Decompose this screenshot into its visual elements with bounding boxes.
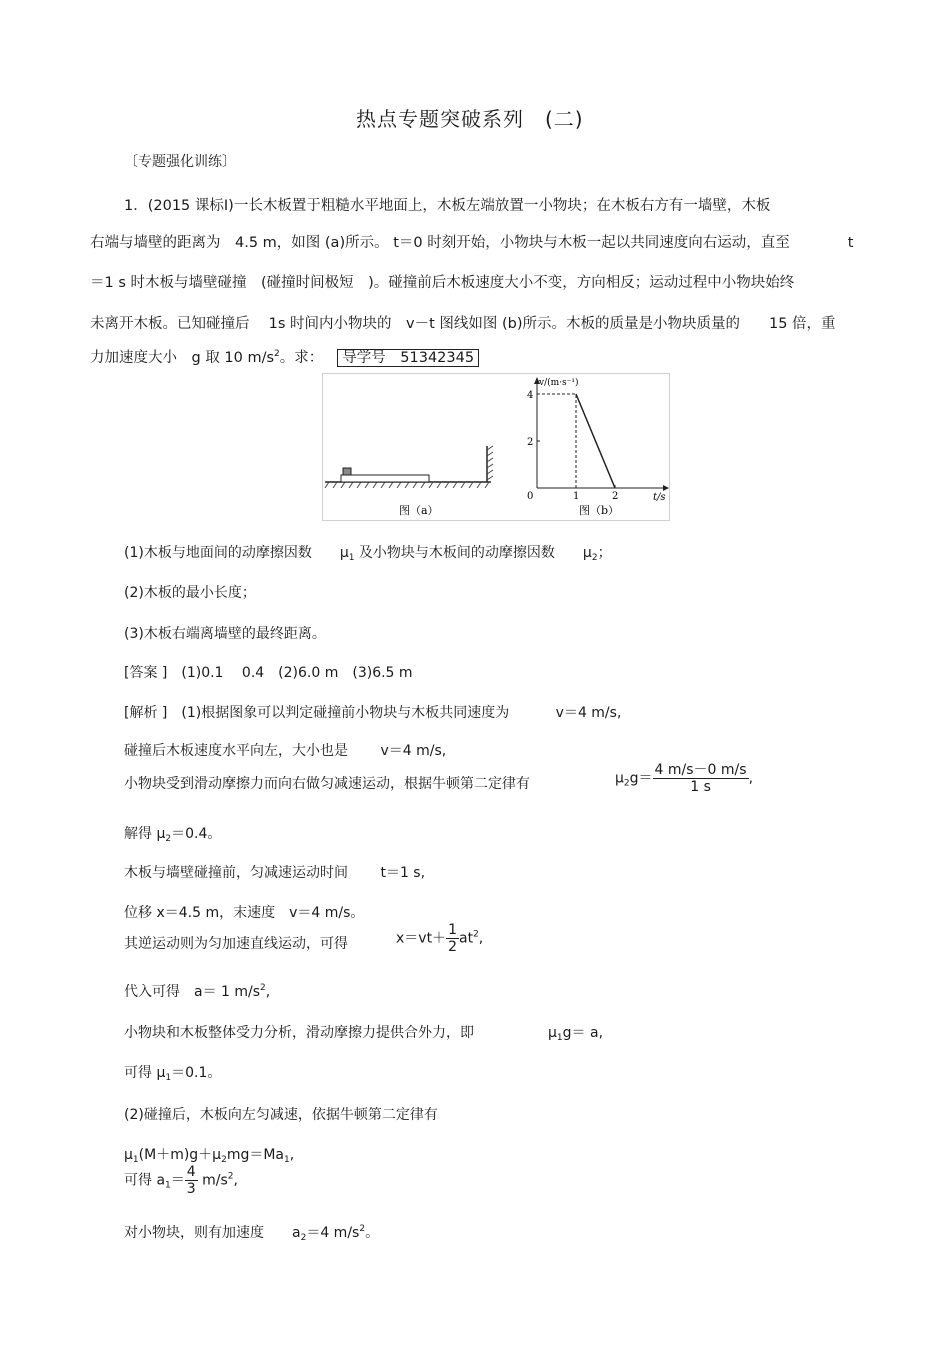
solution-line-10-end: ＝0.1。 [171,1065,222,1081]
superscript: 2 [260,983,266,993]
equation-text: ＝4 m/s [306,1225,360,1241]
subscript: 2 [221,1155,227,1165]
caption-b: 图（b） [579,504,620,517]
solution-line-4-text: 解得 μ [124,826,166,842]
question-2: (2)木板的最小长度； [124,585,256,601]
solution-line-7-equation [396,922,483,955]
equation-text-2: at [458,930,474,947]
small-block [343,468,351,475]
equation-end: , [289,1147,295,1163]
question-1-part-b: 及小物块与木板间的动摩擦因数 μ [354,545,592,561]
fraction-numerator: 4 m/s－0 m/s [654,762,747,778]
solution-line-9: 小物块和木板整体受力分析，滑动摩擦力提供合外力，即 [124,1025,474,1041]
question-3: (3)木板右端离墙壁的最终距离。 [124,626,326,642]
fraction-numerator: 4 [186,1164,196,1180]
subscript: 2 [623,778,630,789]
figure-svg [323,374,669,520]
subscript: 1 [165,1180,171,1191]
solution-line-14 [124,1222,379,1243]
equation-end: 。 [365,1225,380,1241]
page-title: 热点专题突破系列 (二) [356,107,584,131]
question-1-part-c: ； [597,545,612,561]
problem-line-5-end: 。求： [279,350,324,366]
answer-line: [答案 ] (1)0.1 0.4 (2)6.0 m (3)6.5 m [124,665,413,681]
solution-line-4 [124,823,221,844]
solution-line-2: 碰撞后木板速度水平向左，大小也是 v＝4 m/s, [124,743,447,759]
y-tick-label: 2 [527,437,534,448]
superscript: 2 [227,1171,234,1182]
y-axis-label: v/(m·s⁻¹) [539,378,579,388]
solution-line-8-text: 代入可得 a＝ 1 m/s [124,984,261,1000]
x-axis-label: t/s [653,492,666,503]
x-tick-label: 1 [573,491,580,502]
equation-end: , [233,1172,238,1189]
subscript: 2 [591,553,598,563]
origin-label: 0 [527,491,534,502]
vt-graph [527,377,669,517]
problem-line-5-text: 力加速度大小 g 取 10 m/s [90,350,275,366]
equation-end: , [478,930,484,947]
subscript: 1 [284,1155,290,1165]
section-label: 〔专题强化训练〕 [124,154,236,170]
solution-line-5: 木板与墙壁碰撞前，匀减速运动时间 t＝1 s, [124,865,426,881]
fraction-denominator: 1 s [690,779,711,796]
x-tick-label: 2 [612,491,619,502]
unit-text: m/s [197,1172,228,1189]
solution-line-11: (2)碰撞后，木板向左匀减速，依据牛顿第二定律有 [124,1107,438,1123]
solution-line-10-text: 可得 μ [124,1065,166,1081]
subscript: 2 [165,834,172,844]
superscript: 2 [274,349,280,359]
solution-line-8 [124,981,270,1001]
caption-a: 图（a） [399,504,439,517]
figure [322,373,670,521]
subscript: 2 [300,1233,307,1243]
subscript: 1 [348,553,355,563]
mu-symbol: μ [615,770,624,787]
x-axis-arrow [663,485,669,491]
fraction-numerator: 1 [448,922,457,938]
solution-line-3: 小物块受到滑动摩擦力而向右做匀减速运动，根据牛顿第二定律有 [124,776,530,792]
fraction-denominator: 2 [448,939,457,956]
solution-line-7: 其逆运动则为匀加速直线运动，可得 [124,936,348,952]
figure-a [325,446,493,517]
fraction-denominator: 3 [186,1181,196,1198]
equation-text-2: mg＝Ma [226,1147,285,1163]
solution-line-6: 位移 x＝4.5 m，末速度 v＝4 m/s。 [124,905,365,921]
graph-lines [537,394,615,488]
fraction [446,922,459,955]
graph-ticks [527,390,618,502]
solution-line-4-end: ＝0.4。 [171,826,222,842]
fraction [185,1164,198,1197]
mu-symbol: μ [548,1025,557,1041]
ground-hatch [325,482,489,488]
problem-line-2: 右端与墙壁的距离为 4.5 m，如图 (a)所示。 t＝0 时刻开始，小物块与木板一起以共同速度向右运动，直至 t [90,235,854,251]
solution-line-9-equation [548,1022,603,1043]
problem-line-4: 未离开木板。已知碰撞后 1s 时间内小物块的 v－t 图线如图 (b)所示。木板的质量是小物块质量的 15 倍，重 [90,316,836,332]
equation-text: (M＋m)g＋μ [138,1147,222,1163]
series-line-solid [576,394,615,488]
question-1 [124,542,612,563]
superscript: 2 [473,929,479,940]
solution-line-1: [解析 ] (1)根据图象可以判定碰撞前小物块与木板共同速度为 v＝4 m/s, [124,705,622,721]
problem-line-3: ＝1 s 时木板与墙壁碰撞 (碰撞时间极短 )。碰撞前后木板速度大小不变，方向相反；运动过程中小物块始终 [90,275,795,291]
long-board [341,475,429,482]
equation-eq: ＝ [170,1172,185,1189]
series-line-dashed [537,394,576,488]
solution-line-8-end: , [265,984,271,1000]
fraction [653,762,749,795]
subscript: 1 [165,1073,172,1083]
equation-text: g＝ [629,770,653,787]
solution-line-13 [124,1164,238,1197]
problem-line-5 [90,346,479,367]
equation-text: g＝ a, [562,1025,604,1041]
question-1-part-a: (1)木板与地面间的动摩擦因数 μ [124,545,349,561]
y-tick-label: 4 [527,390,534,401]
subscript: 1 [556,1033,563,1043]
solution-line-13-text: 可得 a [124,1172,166,1189]
solution-line-3-equation [615,762,753,795]
subscript: 1 [132,1155,139,1165]
solution-line-10 [124,1062,221,1083]
mu-symbol: μ [124,1147,133,1163]
superscript: 2 [359,1224,366,1234]
equation-end: , [748,770,754,787]
wall-hatch [487,446,493,480]
problem-line-1: 1．(2015 课标Ⅰ)一长木板置于粗糙水平地面上，木板左端放置一小物块；在木板右方有一墙壁，木板 [124,198,771,214]
solution-line-12 [124,1144,294,1165]
guide-number-box[interactable]: 导学号 51342345 [337,349,479,367]
equation-text: x＝vt＋ [396,930,447,947]
solution-line-14-text: 对小物块，则有加速度 a [124,1225,301,1241]
